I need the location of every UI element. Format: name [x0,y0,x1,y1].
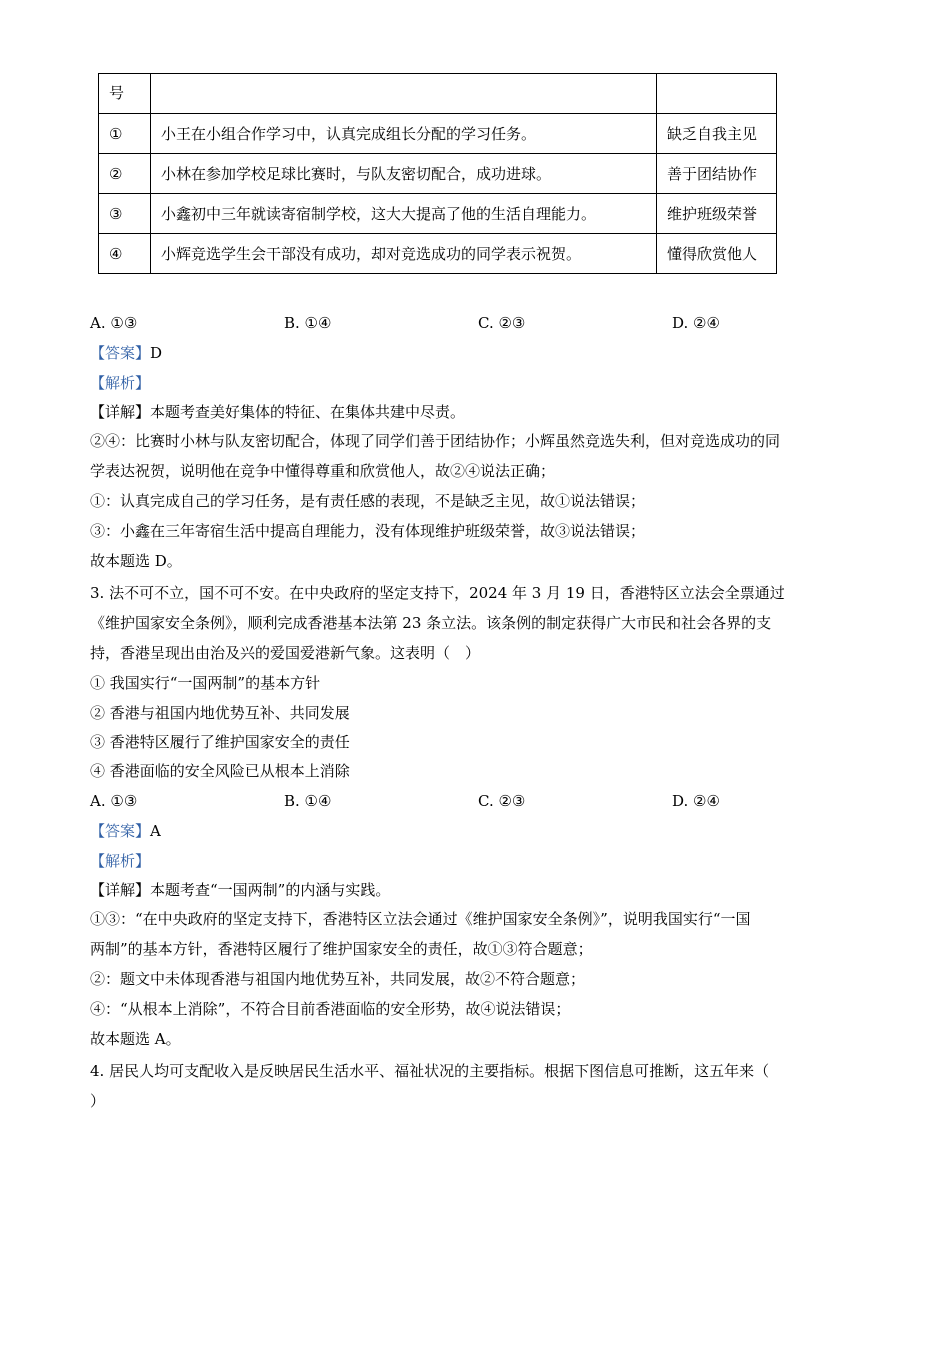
answer-tag: 【答案】 [90,822,151,840]
q2-analysis-tag: 【解析】 [90,374,151,392]
q2-analysis-line: 学表达祝贺，说明他在竞争中懂得尊重和欣赏他人，故②④说法正确； [90,462,556,480]
q2-detail: 【详解】本题考查美好集体的特征、在集体共建中尽责。 [90,403,466,421]
row-judgment: 懂得欣赏他人 [657,234,777,274]
q2-option-c: C. ②③ [478,314,526,332]
q2-option-b: B. ①④ [284,314,332,332]
q3-option-a: A. ①③ [90,792,138,810]
q3-option-b: B. ①④ [284,792,332,810]
table-header-row [99,74,777,114]
q3-stem-line: 3. 法不可不立，国不可不安。在中央政府的坚定支持下，2024 年 3 月 19 日，香港特区立法会全票通过 [90,584,785,602]
q2-analysis-line: ①：认真完成自己的学习任务，是有责任感的表现，不是缺乏主见，故①说法错误； [90,492,646,510]
row-number: ① [99,114,151,154]
q3-analysis-line: ④：“从根本上消除”，不符合目前香港面临的安全形势，故④说法错误； [90,1000,571,1018]
q3-stem-line: 持，香港呈现出由治及兴的爱国爱港新气象。这表明（ ） [90,644,481,662]
q3-analysis-line: ①③：“在中央政府的坚定支持下，香港特区立法会通过《维护国家安全条例》”，说明我国实行“一国 [90,910,751,928]
table-header-cell: 号 [99,74,151,114]
q3-answer [90,821,161,841]
table-row [99,154,777,194]
table-header-cell [657,74,777,114]
q3-stem-line: 《维护国家安全条例》，顺利完成香港基本法第 23 条立法。该条例的制定获得广大市民和社会各界的支 [90,614,772,632]
q2-option-a: A. ①③ [90,314,138,332]
question-2-table [98,73,777,274]
q3-statement: ① 我国实行“一国两制”的基本方针 [90,674,321,692]
row-judgment: 维护班级荣誉 [657,194,777,234]
q3-statement: ④ 香港面临的安全风险已从根本上消除 [90,762,350,780]
table-row [99,234,777,274]
q3-detail: 【详解】本题考查“一国两制”的内涵与实践。 [90,881,391,899]
table-row [99,114,777,154]
q3-analysis-line: 两制”的基本方针，香港特区履行了维护国家安全的责任，故①③符合题意； [90,940,593,958]
q2-analysis-line: ③：小鑫在三年寄宿生活中提高自理能力，没有体现维护班级荣誉，故③说法错误； [90,522,646,540]
q3-analysis-tag: 【解析】 [90,852,151,870]
q2-option-d: D. ②④ [672,314,720,332]
row-scene: 小王在小组合作学习中，认真完成组长分配的学习任务。 [151,114,657,154]
q3-statement: ② 香港与祖国内地优势互补、共同发展 [90,704,350,722]
q4-stem-line: ） [90,1092,106,1110]
q3-statement: ③ 香港特区履行了维护国家安全的责任 [90,733,350,751]
q3-option-d: D. ②④ [672,792,720,810]
answer-tag: 【答案】 [90,344,151,362]
q4-stem-line: 4. 居民人均可支配收入是反映居民生活水平、福祉状况的主要指标。根据下图信息可推断，这五年来（ [90,1062,770,1080]
row-number: ② [99,154,151,194]
answer-value: A [150,822,161,840]
row-judgment: 善于团结协作 [657,154,777,194]
q2-analysis-line: 故本题选 D。 [90,552,182,570]
row-scene: 小鑫初中三年就读寄宿制学校，这大大提高了他的生活自理能力。 [151,194,657,234]
table-header-cell [151,74,657,114]
q3-analysis-line: 故本题选 A。 [90,1030,181,1048]
row-scene: 小林在参加学校足球比赛时，与队友密切配合，成功进球。 [151,154,657,194]
row-scene: 小辉竞选学生会干部没有成功，却对竞选成功的同学表示祝贺。 [151,234,657,274]
q2-answer [90,343,162,363]
answer-value: D [150,344,163,362]
row-number: ③ [99,194,151,234]
table-row [99,194,777,234]
q3-option-c: C. ②③ [478,792,526,810]
q2-analysis-line: ②④：比赛时小林与队友密切配合，体现了同学们善于团结协作；小辉虽然竞选失利，但对竞选成功的同 [90,432,781,450]
row-number: ④ [99,234,151,274]
row-judgment: 缺乏自我主见 [657,114,777,154]
q3-analysis-line: ②：题文中未体现香港与祖国内地优势互补，共同发展，故②不符合题意； [90,970,586,988]
